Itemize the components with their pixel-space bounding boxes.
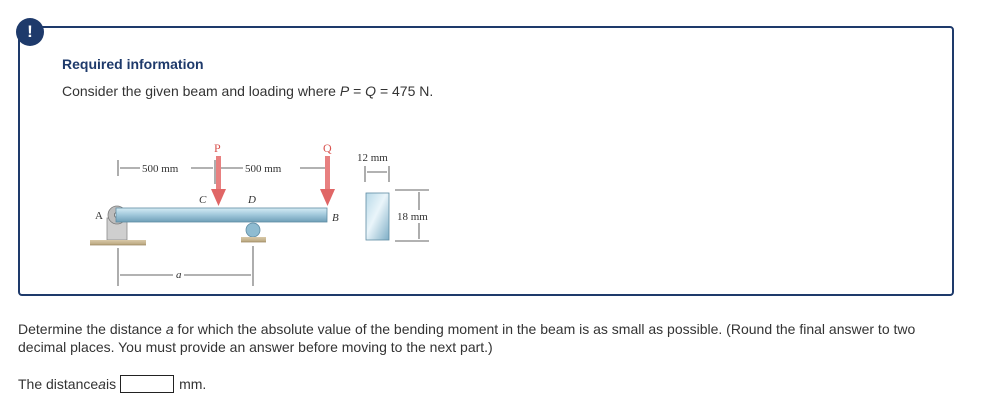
answer-unit: mm. [179,376,207,392]
point-c-label: C [199,194,207,206]
answer-var-a: a [98,376,106,392]
info-text-before: Consider the given beam and loading where [62,83,340,99]
point-a-label: A [95,210,103,222]
distance-a-input[interactable] [120,375,174,393]
dim-a-label: a [176,269,182,281]
answer-label-1: The distance [18,376,99,392]
var-p: P [339,83,350,99]
roller-support-d [241,223,266,242]
dim-right-label: 500 mm [245,163,282,175]
answer-label-2: is [105,376,117,392]
question-text [18,320,958,356]
info-heading: Required information [62,56,204,72]
load-p-arrow-head [211,189,226,206]
height-dim-label: 18 mm [397,211,428,223]
point-b-label: B [332,212,339,224]
dim-left-label: 500 mm [142,163,179,175]
dimension-a [118,246,253,286]
answer-row [18,373,206,395]
beam-figure [68,110,428,281]
point-d-label: D [248,194,256,206]
info-eq1: = [349,83,366,99]
cross-section [366,193,389,240]
info-eq2: = 475 N. [376,83,434,99]
question-text-2: for which the absolute value of the bending moment in the beam is as small as possible. (Round the final answer to two decimal places. You must provide an answer before moving to the next part.) [18,321,916,355]
var-q: Q [365,83,377,99]
question-var-a: a [165,321,174,337]
load-q-label: Q [323,141,332,155]
required-info-panel [18,26,954,296]
load-p-arrow-shaft [216,156,221,189]
beam [116,208,327,222]
load-p-label: P [214,141,221,155]
load-q-arrow-shaft [325,156,330,189]
info-text [62,83,433,99]
question-text-1: Determine the distance [18,321,166,337]
load-q-arrow-head [320,189,335,206]
width-dim-label: 12 mm [357,152,388,164]
alert-icon: ! [16,18,44,46]
